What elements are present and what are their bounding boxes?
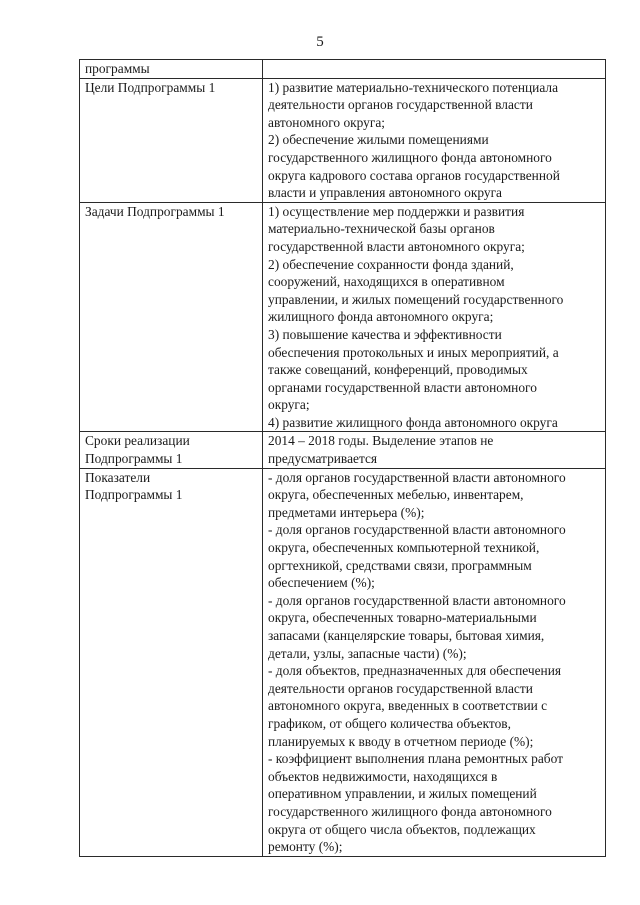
row-label: Показатели Подпрограммы 1 [85,469,183,503]
table-row [80,60,606,79]
row-label-cell [80,432,263,468]
task-item: 4) развитие жилищного фонда автономного округа [268,414,558,430]
row-label: Сроки реализации Подпрограммы 1 [85,433,190,467]
row-label-cell [80,202,263,432]
indicator-item: - доля объектов, предназначенных для обеспечения деятельности органов государственной власти автономного округа, введенных в соответствии с графиком, от общего количества объектов, планируемых к вводу в отчетном периоде (%); [268,663,562,749]
timeline-item: 2014 – 2018 годы. Выделение этапов не предусматривается [268,433,494,467]
goal-item: 1) развитие материально-технического потенциала деятельности органов государственной власти автономного округа; [268,79,559,130]
row-label: программы [85,61,150,76]
row-label-cell [80,468,263,856]
indicator-item: - доля органов государственной власти автономного округа, обеспеченных товарно-материальными запасами (канцелярские товары, бытовая химия, детали, узлы, запасные части) (%); [268,592,566,661]
row-content-cell [263,78,606,202]
task-item: 2) обеспечение сохранности фонда зданий, сооружений, находящихся в оперативном управлении, и жилых помещений государственного жилищного фонда автономного округа; [268,256,564,325]
row-content-cell [263,60,606,79]
row-content-cell [263,468,606,856]
indicator-item: - доля органов государственной власти автономного округа, обеспеченных компьютерной техникой, оргтехникой, средствами связи, программным обеспечением (%); [268,522,566,591]
row-label: Цели Подпрограммы 1 [85,79,216,95]
row-label: Задачи Подпрограммы 1 [85,203,225,219]
indicator-item: - коэффициент выполнения плана ремонтных работ объектов недвижимости, находящихся в оперативном управлении, и жилых помещений государственного жилищного фонда автономного округа от общего числа объектов, подлежащих ремонту (%); [268,751,563,855]
row-label-cell [80,60,263,79]
task-item: 1) осуществление мер поддержки и развития материально-технической базы органов государственной власти автономного округа; [268,203,525,254]
row-label-cell [80,78,263,202]
row-content-cell [263,432,606,468]
indicator-item: - доля органов государственной власти автономного округа, обеспеченных мебелью, инвентарем, предметами интерьера (%); [268,469,566,520]
table-row [80,78,606,202]
program-table [79,59,606,857]
table-row [80,468,606,856]
page-number: 5 [316,34,324,50]
row-content-cell [263,202,606,432]
table-row [80,432,606,468]
table-row [80,202,606,432]
task-item: 3) повышение качества и эффективности обеспечения протокольных и иных мероприятий, а также совещаний, конференций, проводимых органами государственной власти автономного округа; [268,326,559,413]
goal-item: 2) обеспечение жилыми помещениями государственного жилищного фонда автономного округа кадрового состава органов государственной власти и управления автономного округа [268,132,560,201]
